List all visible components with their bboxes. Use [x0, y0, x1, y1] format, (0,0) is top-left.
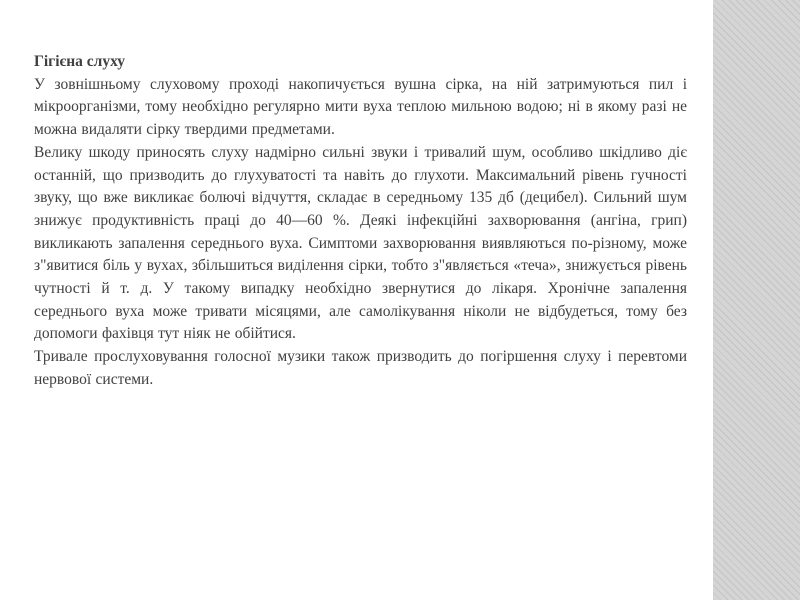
- slide-content: [34, 51, 687, 392]
- paragraph-loud-music: Тривале прослуховування голосної музики також призводить до погіршення слуху і перевтоми нервової системи.: [34, 348, 687, 388]
- slide-title: Гігієна слуху: [34, 53, 126, 70]
- paragraph-noise-damage: Велику шкоду приносять слуху надмірно сильні звуки і тривалий шум, особливо шкідливо діє останній, що призводить до глухуватості та навіть до глухоти. Максимальний рівень гучності звуку, що вже викликає болючі відчуття, складає в середньому 135 дб (децибел). Сильний шум знижує продуктивність праці до 40—60 %. Деякі інфекційні захворювання (ангіна, грип) викликають запалення середнього вуха. Симптоми захворювання виявляються по-різному, може з"явитися біль у вухах, збільшиться виділення сірки, тобто з"являється «теча», знижується рівень чутності й т. д. У такому випадку необхідно звернутися до лікаря. Хронічне запалення середнього вуха може тривати місяцями, але самолікування ніколи не відбудеться, тому без допомоги фахівця тут ніяк не обійтися.: [34, 143, 687, 343]
- paragraph-earwax: У зовнішньому слуховому проході накопичується вушна сірка, на ній затримуються пил і мікроорганізми, тому необхідно регулярно мити вуха теплою мильною водою; ні в якому разі не можна видаляти сірку твердими предметами.: [34, 75, 687, 139]
- decorative-side-band: [713, 0, 800, 600]
